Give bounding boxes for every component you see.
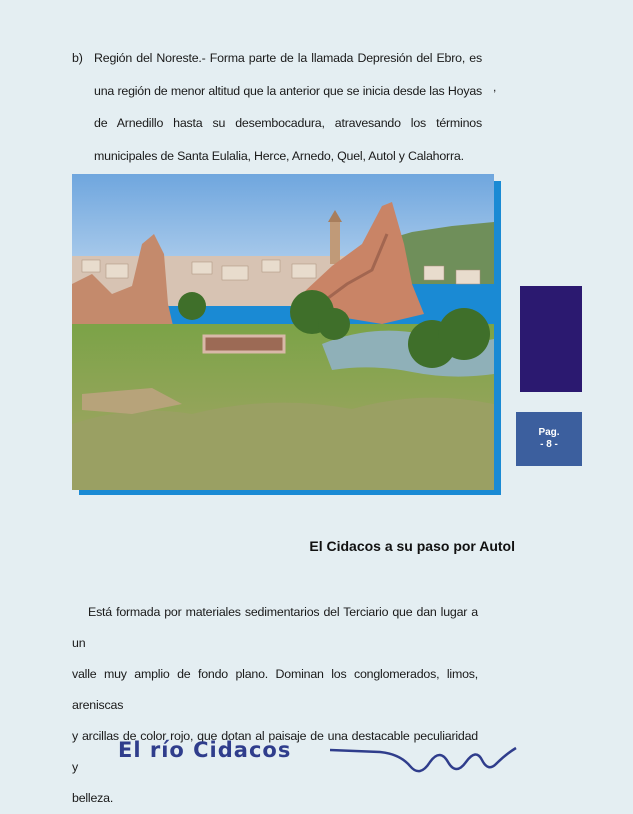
landscape-illustration [72, 174, 494, 490]
landscape-photo [72, 174, 494, 490]
section-2-line: y arcillas de color rojo, que dotan al paisaje de una destacable peculiaridad y [72, 729, 478, 774]
section-b-paragraph [72, 42, 482, 172]
page-number: - 8 - [540, 439, 558, 450]
footer-wave-decoration [330, 742, 520, 782]
section-b-text: Región del Noreste.- Forma parte de la llamada Depresión del Ebro, es una región de menor altitud que la anterior que se inicia desde las Hoyas de Arnedillo hasta su desembocadura, atravesando los términos municipales de Santa Eulalia, Herce, Arnedo, Quel, Autol y Calahorra. [94, 51, 482, 163]
section-2-line: Está formada por materiales sedimentarios del Terciario que dan lugar a un [72, 605, 478, 650]
footer-title: El río Cidacos [118, 738, 292, 762]
side-accent-block [520, 286, 582, 392]
church-tower [330, 222, 340, 264]
section-2-line: valle muy amplio de fondo plano. Dominan los conglomerados, limos, areniscas [72, 667, 478, 712]
pool [204, 336, 284, 352]
section-2-line: belleza. [72, 791, 114, 805]
section-b-label: b) [72, 51, 83, 65]
stray-comma: , [493, 80, 497, 94]
photo-caption: El Cidacos a su paso por Autol [309, 538, 515, 554]
page-label: Pag. [538, 427, 560, 438]
page-indicator [516, 412, 582, 466]
